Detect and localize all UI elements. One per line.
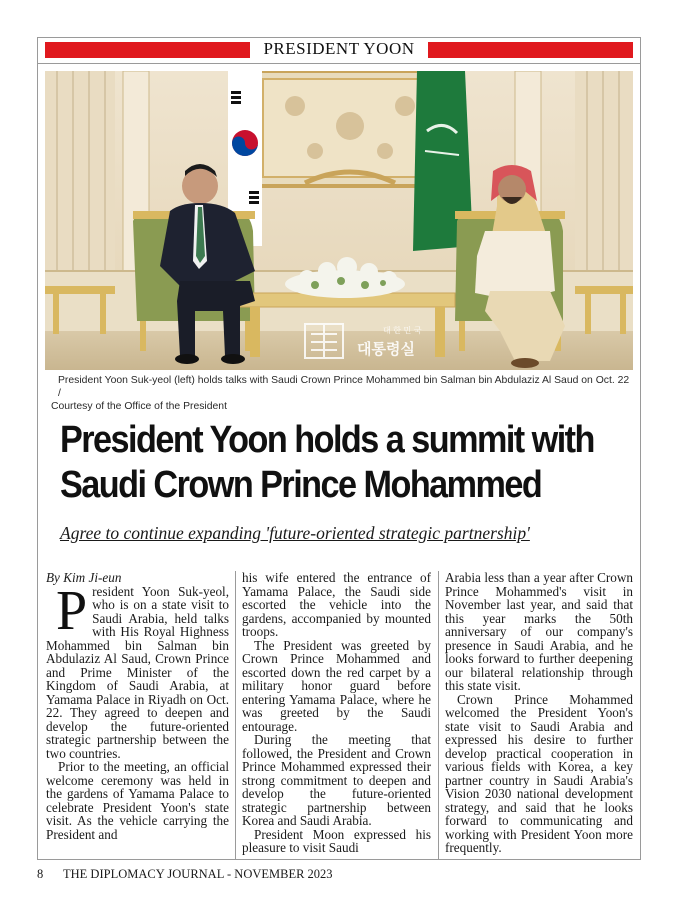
drop-cap: P <box>56 579 88 642</box>
paragraph: Prior to the meeting, an official welcome ceremony was held in the gardens of Yamama Palace to celebrate President Yoon's state visit. As the vehicle carrying the President and <box>46 759 229 842</box>
column-divider-1 <box>235 571 236 860</box>
article-headline <box>60 418 636 508</box>
caption-line-2: Courtesy of the Office of the President <box>51 401 227 412</box>
paragraph: President Moon expressed his pleasure to visit Saudi <box>242 826 431 855</box>
paragraph: Arabia less than a year after Crown Prince Mohammed's visit in November last year, and said that this year marks the 50th anniversary of our company's presence in Saudi Arabia, and he looks forward to further deepening our bilateral relationship through this state visit. <box>445 571 633 693</box>
article-column-3 <box>445 571 633 859</box>
byline: By Kim Ji-eun <box>46 571 122 585</box>
paragraph: The President was greeted by Crown Prince Mohammed and escorted down the red carpet by a military honor guard before entering Yamama Palace, where he was greeted by the Saudi entourage. <box>242 637 431 734</box>
headline-line-1: President Yoon holds a summit with <box>60 419 594 461</box>
publication-name: THE DIPLOMACY JOURNAL - NOVEMBER 2023 <box>63 867 333 881</box>
summit-photo <box>45 71 633 370</box>
section-label: PRESIDENT YOON <box>263 39 415 58</box>
watermark-text: 대통령실 <box>357 340 415 358</box>
paragraph: During the meeting that followed, the President and Crown Prince Mohammed expressed their strong commitment to deepen and develop the future-oriented strategic partnership between Korea and Saudi Arabia. <box>242 732 431 828</box>
caption-line-1: President Yoon Suk-yeol (left) holds talks with Saudi Crown Prince Mohammed bin Salman bin Abdulaziz Al Saud on Oct. 22 / <box>58 375 630 399</box>
section-header <box>45 39 633 58</box>
column-divider-2 <box>438 571 439 860</box>
article-subhead: Agree to continue expanding 'future-oriented strategic partnership' <box>60 523 530 543</box>
article-column-1 <box>46 571 229 859</box>
header-rule <box>37 63 641 64</box>
header-red-bar-left <box>45 42 250 58</box>
watermark-small-text: 대 한 민 국 <box>383 326 422 335</box>
paragraph: Crown Prince Mohammed welcomed the President Yoon's state visit to Saudi Arabia and expressed his desire to further develop practical cooperation in various fields with Korea, a key partner country in Saudi Arabia's Vision 2030 national development strategy, and said that he looks forward to communicating and working with President Yoon more frequently. <box>445 691 633 855</box>
photo-caption <box>51 374 631 413</box>
paragraph <box>46 579 229 761</box>
header-red-bar-right <box>428 42 633 58</box>
paragraph: his wife entered the entrance of Yamama Palace, the Saudi side escorted the vehicle into the gardens, accompanied by mounted troops. <box>242 571 431 639</box>
page-footer <box>37 867 333 882</box>
headline-line-2: Saudi Crown Prince Mohammed <box>60 464 542 506</box>
article-column-2 <box>242 571 431 859</box>
paragraph-text: resident Yoon Suk-yeol, who is on a state visit to Saudi Arabia, held talks with His Royal Highness Mohammed bin Salman bin Abdulaziz Al Saud, Crown Prince and Prime Minister of the Kingdom of Saudi Arabia, at Yamama Palace in Riyadh on Oct. 22. They agreed to deepen and develop the future-oriented strategic partnership between the two countries. <box>46 583 229 761</box>
page-number: 8 <box>37 867 44 881</box>
